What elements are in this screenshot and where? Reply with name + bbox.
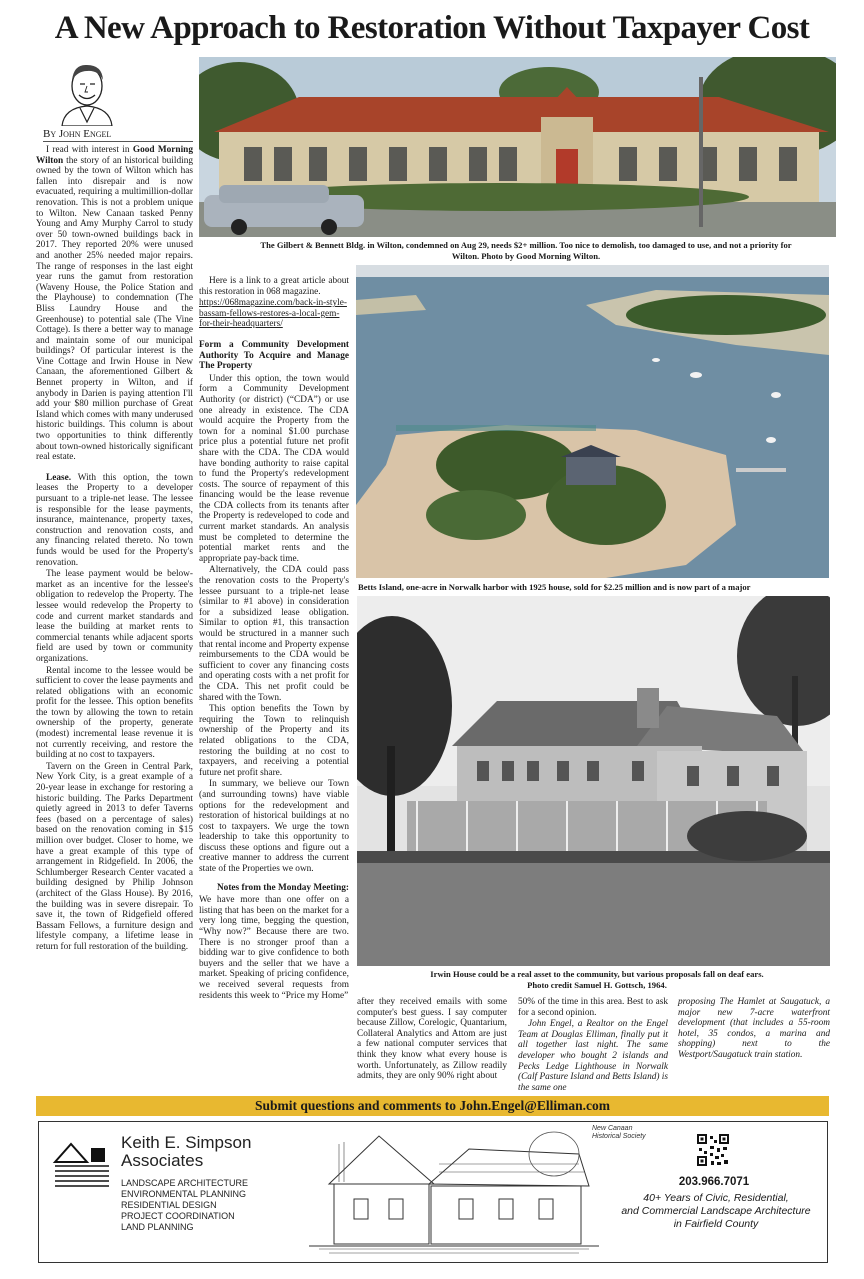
link-text[interactable]: https://068magazine.com/back-in-style-bassam-fellows-restores-a-local-gem-for-their-headquarters/ — [199, 298, 347, 330]
column-1 — [36, 145, 193, 954]
sketch-credit-line2: Historical Society — [592, 1133, 646, 1140]
column-4 — [518, 997, 668, 1094]
paragraph: Alternatively, the CDA could pass the renovation costs to the Property's lessee pursuant to a triple-net lease (similar to #1 above) in consideration for a subsidized lease obligation. Similar to option #1, this transaction would be structured in a manner such that rental income and Property expense reimbursements to the CDA would be sufficient to cover any financing costs and operating costs with a net profit for the CDA. This net profit could be shared with the Town. — [199, 565, 349, 703]
caption-text: Irwin House could be a real asset to the community, but various proposals fall on deaf ears. — [430, 969, 764, 979]
author-note-continued: proposing The Hamlet at Saugatuck, a major new 7-acre waterfront development (that includes a 55-room hotel, 35 condos, a marina and shopping) next to the Westport/Saugatuck train station. — [678, 997, 830, 1060]
section-heading: Form a Community Development Authority To Acquire and Manage The Property — [199, 339, 349, 372]
section-heading: Notes from the Monday Meeting: — [216, 882, 349, 893]
paragraph: Here is a link to a great article about this restoration in 068 magazine. — [199, 276, 349, 297]
author-note: John Engel, a Realtor on the Engel Team at Douglas Elliman, finally put it all together last night. The same developer who bought 2 islands and Pecks Ledge Lighthouse in Norwalk (Calf Pasture Island and Betts Island) is the same one — [518, 1019, 668, 1093]
ad-tagline-line3: in Fairfield County — [673, 1218, 759, 1230]
service-item: LAND PLANNING — [121, 1222, 194, 1232]
column-2 — [199, 276, 349, 1002]
paragraph: Under this option, the town would form a Community Development Authority (or district) (“CDA”) or use one already in existence. The CDA would acquire the Property from the town for a nominal $1.00 purchase price plus a potential future net profit share with the CDA. The CDA would have bonding authority to raise capital to fund the Property's redevelopment costs. The source of repayment of this financing would be the lease revenue the CDA collects from its tenants after the Property is redeveloped to code and current market standards. An analysis must be completed to determine the potential market rents and the appropriate pay-back time. — [199, 373, 349, 564]
paragraph: after they received emails with some computer's best guess. I say computer because Zillow, Corelogic, Quantarium, Collateral Analytics and Attom are just a few national computer services that think they know what every house is worth. Unfortunately, as Zillow readily admits, they are only 90% right about — [357, 997, 507, 1082]
byline-rule — [43, 141, 193, 142]
author-portrait — [42, 56, 132, 126]
company-name-line2: Associates — [121, 1151, 204, 1170]
lease-paragraph — [36, 473, 193, 568]
sketch-credit-line1: New Canaan — [592, 1125, 633, 1132]
paragraph: We have more than one offer on a listing that has been on the market for a very long time, begging the question, “Why now?” Because there are two. There is no stronger proof than a bidding war to give confidence to both buyers and the seller that we have a market. Speaking of pricing confidence, we received several requests from residents this week to “Price my Home” — [199, 895, 349, 1001]
caption-gilbert-bennett: The Gilbert & Bennett Bldg. in Wilton, condemned on Aug 29, needs $2+ million. Too nice to demolish, too damaged to use, and not a priority for Wilton. Photo by Good Morning Wilton. — [260, 240, 792, 261]
company-name-line1: Keith E. Simpson — [121, 1133, 252, 1152]
paragraph: The lease payment would be below-market as an incentive for the lessee's obligation to redevelop the Property. The lessee would redevelop the Property to code and current market standards and lease the building at market rents to commercial tenants while adjacent sports field are used by town or community organizations. — [36, 569, 193, 664]
historical-society-sketch — [309, 1124, 599, 1259]
company-logo-icon — [51, 1132, 113, 1192]
article-link[interactable] — [199, 298, 349, 330]
service-item: PROJECT COORDINATION — [121, 1211, 235, 1221]
contact-banner — [36, 1096, 829, 1116]
paragraph: Rental income to the lessee would be sufficient to cover the lease payments and related obligations with an economic profit for the lessee. This option benefits the town by allowing the town to retain ownership of the property, generate (modest) incremental lease revenue it is not currently receiving, and restore the building at no cost to taxpayers. — [36, 665, 193, 761]
paragraph: This option benefits the Town by requiring the Town to relinquish ownership of the Property and its related obligations to the CDA, restoring the building at no cost to taxpayers, and receiving a potential future net profit share. — [199, 704, 349, 778]
phone-number[interactable]: 203.966.7071 — [678, 1176, 750, 1188]
lease-text: With this option, the town leases the Property to a developer pursuant to a triple-net lease. The lessee is responsible for the lease payments, insurance, maintenance, property taxes, construction and renovation costs, and any financing related thereto. No town funds would be used for the Property's renovation. — [36, 472, 193, 568]
qr-code-icon[interactable] — [697, 1134, 729, 1166]
photo-credit: Photo credit Samuel H. Gottsch, 1964. — [527, 980, 667, 990]
paragraph: Tavern on the Green in Central Park, New York City, is a great example of a 20-year lease in exchange for restoring a historic building. The Parks Department quietly agreed in 2013 to defer Taverns fees (based on a percentage of sales) based on the renovation coming in $15 million over budget. Closer to home, we have a great example of this type of arrangement in Ridgefield. In 2006, the Schlumberger Research Center vacated a building designed by Philip Johnson (architect of the Glass House). By 2016, the building was in severe disrepair. To save it, the town of Ridgefield offered Bassam Fellows, a furniture design and lifestyle company, a lifetime lease in return for full restoration of the building. — [36, 761, 193, 952]
paragraph: In summary, we believe our Town (and surrounding towns) have viable options for the redevelopment and restoration of historical buildings at no cost to taxpayers. We urge the town leadership to take this opportunity to discuss these options and figure out a creative manner to address the current state of the Properties we own. — [199, 779, 349, 875]
service-item: ENVIRONMENTAL PLANNING — [121, 1189, 247, 1199]
ad-tagline-line1: 40+ Years of Civic, Residential, — [643, 1192, 789, 1204]
service-item: LANDSCAPE ARCHITECTURE — [121, 1178, 249, 1188]
caption-irwin-house — [358, 969, 836, 991]
service-item: RESIDENTIAL DESIGN — [121, 1200, 217, 1210]
service-list — [121, 1178, 248, 1233]
byline: By John Engel — [43, 128, 112, 140]
company-name — [121, 1134, 251, 1170]
intro-paragraph: I read with interest in Good Morning Wilton the story of an historical building owned by the town of Wilton which has fallen into disrepair and is now evacuated, requiring a multimillion-dollar renovation. This is not a problem unique to Wilton. New Canaan tasked Penny Young and Amy Murphy Carrol to study over 50 town-owned buildings back in 2017. They reported 20% were unused and another 25% needed major repairs. The range of responses in the last eight year runs the gamut from restoration (Waveny House, the Police Station and the Playhouse) to condemnation (The Bliss Laundry House and the Greenhouse) to potential sale (The Vine Cottage). Is there a better way to manage and maintain some of our municipal buildings? Of particular interest is the Vine Cottage and Irwin House in New Canaan, the aforementioned Gilbert & Bennet property in Wilton, and if anybody in Darien is paying attention I'll add your $80 million purchase of Great Island which comes with many underused historic buildings. This column is about two opportunities to think differently about town-owned historically significant real estate. — [36, 145, 193, 463]
photo-betts-island — [356, 265, 829, 578]
caption-betts-island: Betts Island, one-acre in Norwalk harbor with 1925 house, sold for $2.25 million and is now part of a major — [358, 582, 751, 592]
ad-tagline-line2: and Commercial Landscape Architecture — [621, 1205, 811, 1217]
contact-banner-text[interactable]: Submit questions and comments to John.Engel@Elliman.com — [255, 1098, 610, 1113]
column-5 — [678, 997, 830, 1062]
lease-title: Lease. — [46, 472, 72, 483]
sketch-credit — [592, 1125, 646, 1141]
advertisement — [38, 1121, 828, 1263]
photo-irwin-house — [357, 596, 830, 966]
column-3 — [357, 997, 507, 1083]
paragraph: 50% of the time in this area. Best to ask for a second opinion. — [518, 997, 668, 1018]
photo-gilbert-bennett — [199, 57, 836, 237]
headline: A New Approach to Restoration Without Taxpayer Cost — [54, 10, 810, 46]
ad-tagline — [611, 1192, 821, 1231]
